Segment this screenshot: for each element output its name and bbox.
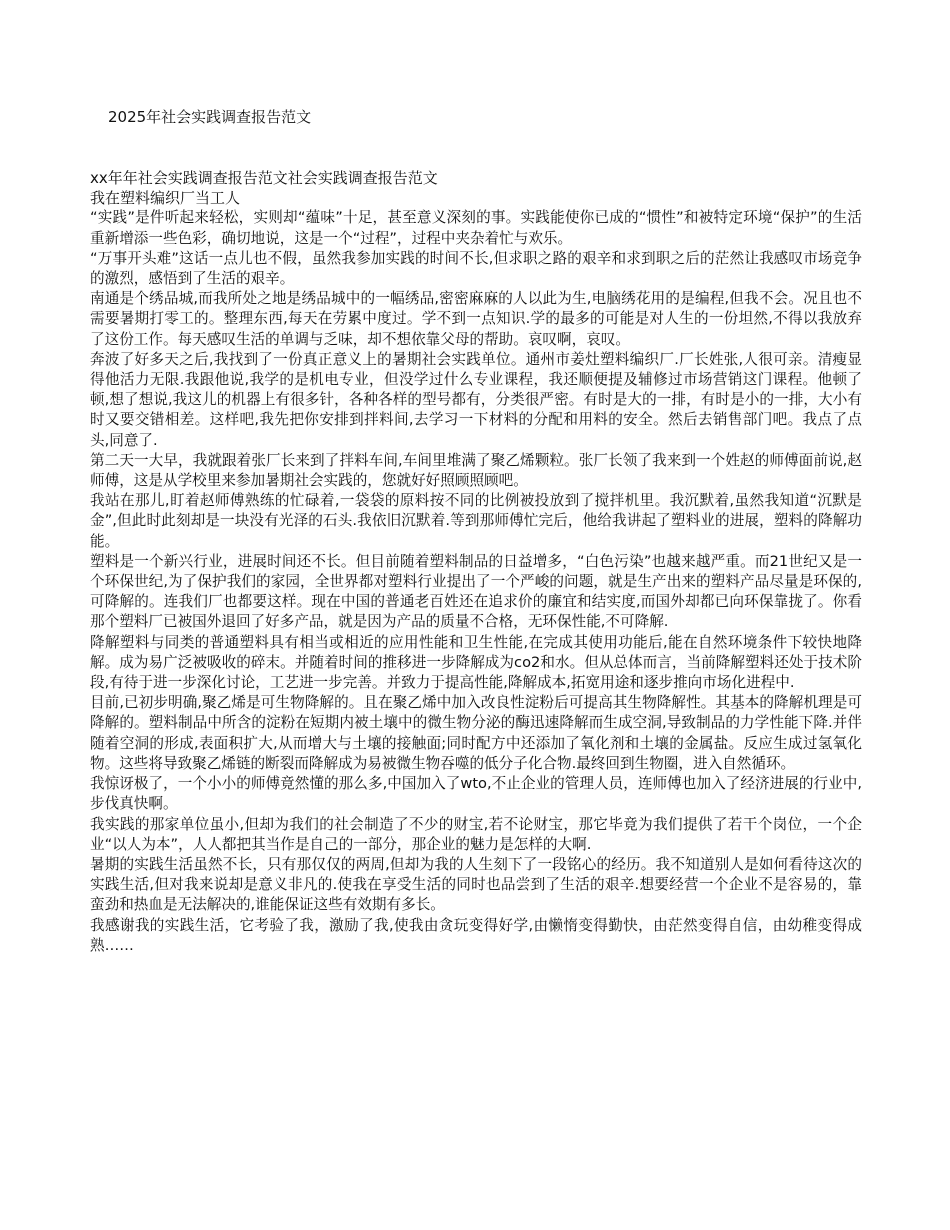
paragraph: 南通是个绣品城,而我所处之地是绣品城中的一幅绣品,密密麻麻的人以此为生,电脑绣花用的是编程,但我不会。况且也不需要暑期打零工的。整理东西,每天在劳累中度过。学不到一点知识.学的最多的可能是对人生的一份坦然,不得以我放弃了这份工作。每天感叹生活的单调与乏味，却不想依靠父母的帮助。哀叹啊，哀叹。 [90, 290, 862, 348]
paragraph: 我感谢我的实践生活，它考验了我，激励了我,使我由贪玩变得好学,由懒惰变得勤快，由茫然变得自信，由幼稚变得成熟…… [90, 916, 862, 954]
paragraph: 我实践的那家单位虽小,但却为我们的社会制造了不少的财宝,若不论财宝，那它毕竟为我们提供了若干个岗位，一个企业“以人为本”，人人都把其当作是自己的一部分，那企业的魅力是怎样的大啊. [90, 815, 862, 853]
document-body [90, 168, 862, 956]
report-heading: xx年年社会实践调查报告范文社会实践调查报告范文 [90, 169, 438, 187]
paragraph: 降解塑料与同类的普通塑料具有相当或相近的应用性能和卫生性能,在完成其使用功能后,能在自然环境条件下较快地降解。成为易广泛被吸收的碎末。并随着时间的推移进一步降解成为co2和水。但从总体而言，当前降解塑料还处于技术阶段,有待于进一步深化讨论，工艺进一步完善。并致力于提高性能,降解成本,拓宽用途和逐步推向市场化进程中. [90, 633, 862, 692]
report-subheading: 我在塑料编织厂当工人 [90, 189, 241, 208]
paragraph: 我惊讶极了，一个小小的师傅竟然懂的那么多,中国加入了wto,不止企业的管理人员，连师傅也加入了经济进展的行业中,步伐真快啊。 [90, 775, 862, 813]
paragraph: 塑料是一个新兴行业，进展时间还不长。但目前随着塑料制品的日益增多，“白色污染”也越来越严重。而21世纪又是一个环保世纪,为了保护我们的家园，全世界都对塑料行业提出了一个严峻的问题，就是生产出来的塑料产品尽量是环保的,可降解的。连我们厂也都要这样。现在中国的普通老百姓还在追求价的廉宜和结实度,而国外却都已向环保靠拢了。你看那个塑料厂已被国外退回了好多产品，就是因为产品的质量不合格，无环保性能,不可降解. [90, 552, 862, 631]
paragraph: 目前,已初步明确,聚乙烯是可生物降解的。且在聚乙烯中加入改良性淀粉后可提高其生物降解性。其基本的降解机理是可降解的。塑料制品中所含的淀粉在短期内被土壤中的微生物分泌的酶迅速降解而生成空洞,导致制品的力学性能下降.并伴随着空洞的形成,表面积扩大,从而增大与土壤的接触面;同时配方中还添加了氧化剂和土壤的金属盐。反应生成过氢氧化物。这些将导致聚乙烯链的断裂而降解成为易被微生物吞噬的低分子化合物.最终回到生物圈，进入自然循环。 [90, 694, 862, 772]
paragraph: 我站在那儿,盯着赵师傅熟练的忙碌着,一袋袋的原料按不同的比例被投放到了搅拌机里。我沉默着,虽然我知道“沉默是金”,但此时此刻却是一块没有光泽的石头.我依旧沉默着.等到那师傅忙完后，他给我讲起了塑料业的进展，塑料的降解功能。 [90, 492, 862, 550]
paragraph: 暑期的实践生活虽然不长，只有那仅仅的两周,但却为我的人生刻下了一段铭心的经历。我不知道别人是如何看待这次的实践生活,但对我来说却是意义非凡的.使我在享受生活的同时也品尝到了生活的艰辛.想要经营一个企业不是容易的，靠蛮劲和热血是无法解决的,谁能保证这些有效期有多长。 [90, 855, 862, 914]
paragraph: “实践”是件听起来轻松，实则却“蕴味”十足，甚至意义深刻的事。实践能使你已成的“惯性”和被特定环境“保护”的生活重新增添一些色彩，确切地说，这是一个“过程”，过程中夹杂着忙与欢乐。 [90, 209, 862, 247]
paragraph: 奔波了好多天之后,我找到了一份真正意义上的暑期社会实践单位。通州市姜灶塑料编织厂.厂长姓张,人很可亲。清瘦显得他活力无限.我跟他说,我学的是机电专业，但没学过什么专业课程，我还顺便提及辅修过市场营销这门课程。他顿了顿,想了想说,我这儿的机器上有很多针，各种各样的型号都有，分类很严密。有时是大的一排，有时是小的一排，大小有时又要交错相差。这样吧,我先把你安排到拌料间,去学习一下材料的分配和用料的安全。然后去销售部门吧。我点了点头,同意了. [90, 350, 862, 449]
paragraph: 第二天一大早，我就跟着张厂长来到了拌料车间,车间里堆满了聚乙烯颗粒。张厂长领了我来到一个姓赵的师傅面前说,赵师傅，这是从学校里来参加暑期社会实践的，您就好好照顾照顾吧。 [90, 451, 862, 490]
paragraph: “万事开头难”这话一点儿也不假，虽然我参加实践的时间不长,但求职之路的艰辛和求到职之后的茫然让我感叹市场竞争的激烈，感悟到了生活的艰辛。 [90, 249, 862, 288]
document-title: 2025年社会实践调查报告范文 [108, 108, 312, 126]
